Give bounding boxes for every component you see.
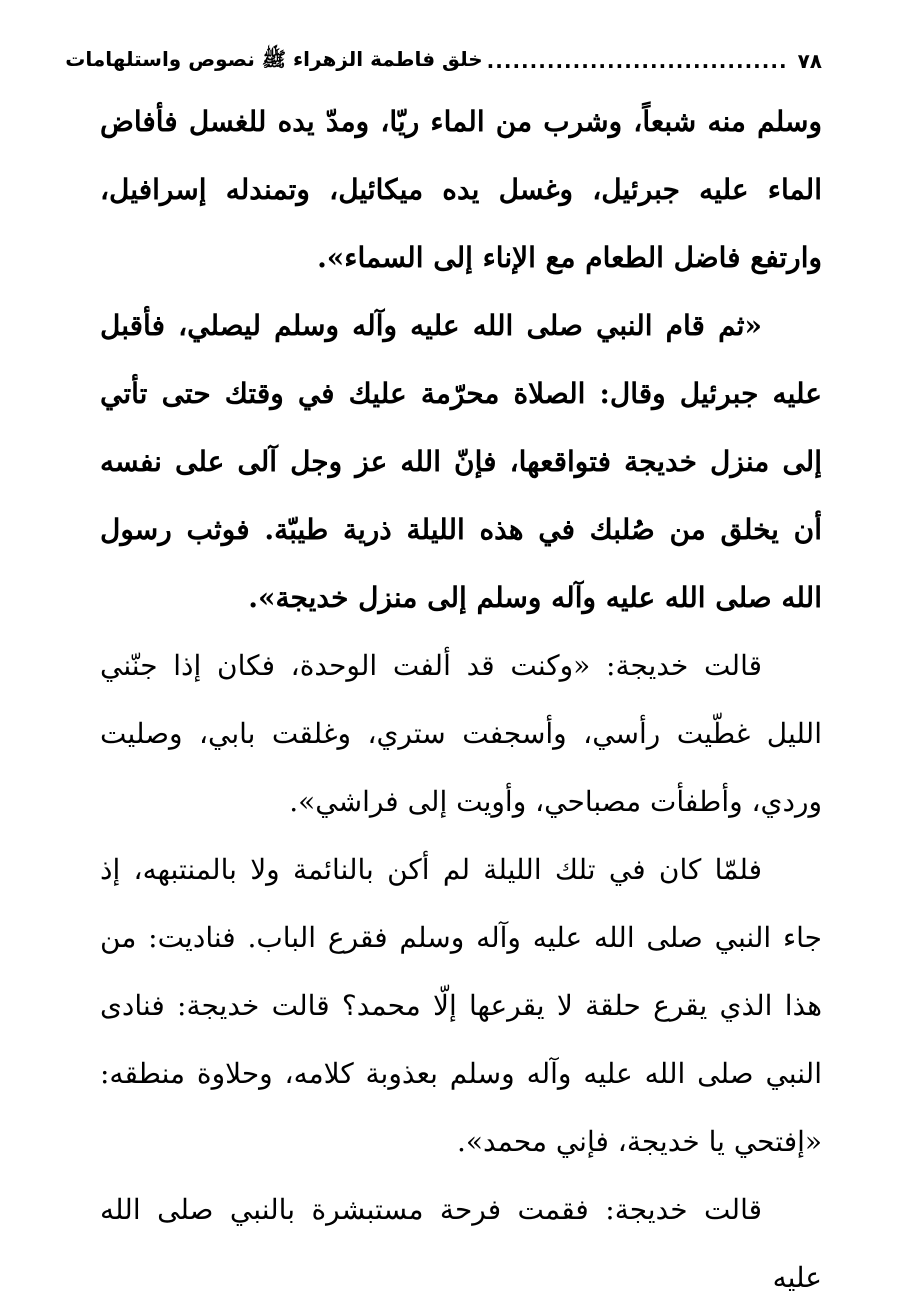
running-title: خلق فاطمة الزهراء ﷺ نصوص واستلهامات	[65, 46, 483, 71]
running-header	[65, 36, 822, 86]
paragraph-prophet-prayer: «ثم قام النبي صلى الله عليه وآله وسلم ليصلي، فأقبل عليه جبرئيل وقال: الصلاة محرّمة عليك في وقتك حتى تأتي إلى منزل خديجة فتواقعها، فإنّ الله عز وجل آلى على نفسه أن يخلق من صُلبك في هذه الليلة ذرية طيبّة. فوثب رسول الله صلى الله عليه وآله وسلم إلى منزل خديجة».	[100, 309, 822, 614]
paragraph-khadija-solitude: قالت خديجة: «وكنت قد ألفت الوحدة، فكان إذا جنّني الليل غطّيت رأسي، وأسجفت ستري، وغلقت بابي، وصليت وردي، وأطفأت مصباحي، وأويت إلى فراشي».	[100, 649, 822, 818]
body-text	[100, 88, 822, 1312]
page-number: ٧٨	[797, 49, 822, 73]
paragraph-continuation: وسلم منه شبعاً، وشرب من الماء ريّا، ومدّ يده للغسل فأفاض الماء عليه جبرئيل، وغسل يده ميكائيل، وتمندله إسرافيل، وارتفع فاضل الطعام مع الإناء إلى السماء».	[100, 105, 822, 274]
paragraph-khadija-rose: قالت خديجة: فقمت فرحة مستبشرة بالنبي صلى الله عليه	[100, 1193, 822, 1294]
header-leader-dots: ...................................	[486, 49, 788, 73]
paragraph-door-knock: فلمّا كان في تلك الليلة لم أكن بالنائمة ولا بالمنتبهه، إذ جاء النبي صلى الله عليه وآله وسلم فقرع الباب. فناديت: من هذا الذي يقرع حلقة لا يقرعها إلّا محمد؟ قالت خديجة: فنادى النبي صلى الله عليه وآله وسلم بعذوبة كلامه، وحلاوة منطقه: «إفتحي يا خديجة، فإني محمد».	[100, 853, 822, 1158]
